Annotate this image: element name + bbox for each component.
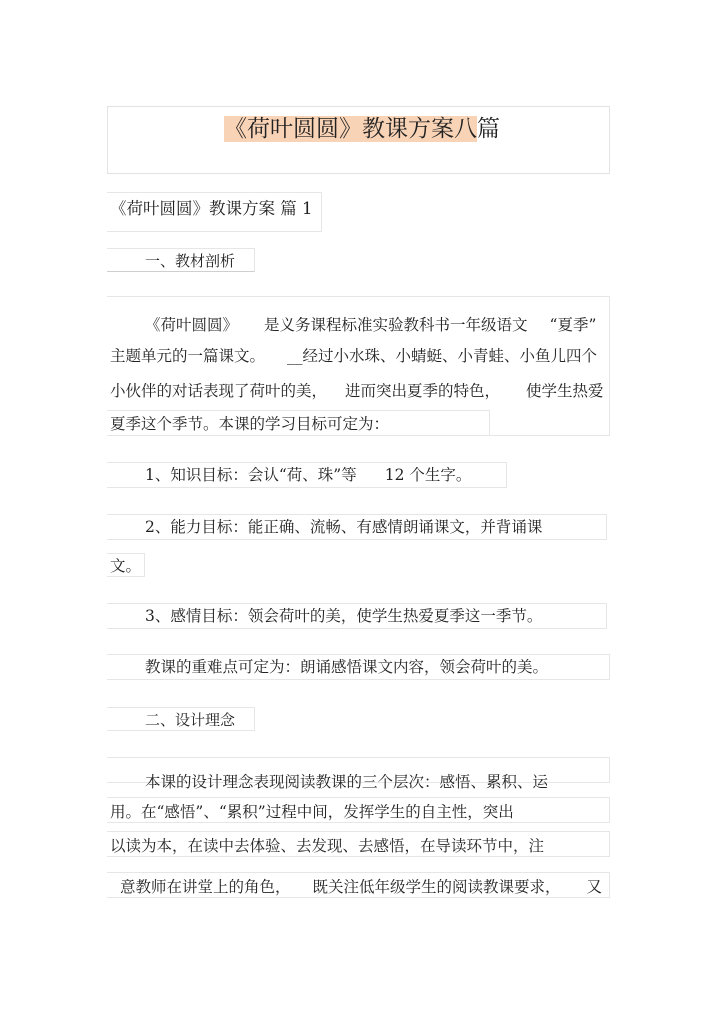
heading-analysis: 一、教材剖析 [145, 252, 236, 270]
para1-line-1 [145, 314, 596, 336]
para2-line-2: 用。在“感悟”、“累积”过程中间，发挥学生的自主性，突出 [110, 803, 514, 821]
para1-book-title: 《荷叶圆圆》 [145, 316, 239, 334]
goal-knowledge [145, 464, 471, 486]
para1-l3-b: 进而突出夏季的特色， [345, 382, 501, 400]
para2-line-3: 以读为本，在读中去体验、去发现、去感悟，在导读环节中，注 [110, 837, 545, 855]
para1-l2-text: 主题单元的一篇课文。 [110, 347, 266, 365]
para2-l4-c: 又 [586, 878, 603, 896]
para2-line-1: 本课的设计理念表现阅读教课的三个层次：感悟、累积、运 [145, 773, 549, 791]
para1-l1-text: 是义务课程标准实验教科书一年级语文 [264, 316, 528, 334]
para2-l4-a: 意教师在讲堂上的角色， [120, 878, 291, 896]
goal-1-text: 1、知识目标：会认“荷、珠”等 [145, 466, 357, 484]
para2-l4-b: 既关注低年级学生的阅读教课要求， [312, 878, 561, 896]
goal-emotion: 3、感情目标：领会荷叶的美，使学生热爱夏季这一季节。 [145, 607, 543, 625]
section-heading: 《荷叶圆圆》教课方案 篇 1 [110, 199, 313, 218]
para1-line-4: 夏季这个季节。本课的学习目标可定为： [110, 415, 390, 433]
goal-ability-line-2: 文。 [110, 557, 142, 575]
title-highlight: 《荷叶圆圆》教课方案八 [224, 116, 477, 142]
heading-design: 二、设计理念 [145, 711, 236, 729]
para1-l3-a: 小伙伴的对话表现了荷叶的美， [110, 382, 328, 400]
goal-ability-line-1: 2、能力目标：能正确、流畅、有感情朗诵课文，并背诵课 [145, 518, 543, 536]
document-title [224, 111, 500, 147]
para1-l3-c: 使学生热爱 [526, 382, 604, 400]
para1-line-2 [110, 345, 597, 367]
para2-line-4 [120, 876, 602, 898]
goal-1-count: 12 个生字。 [384, 466, 472, 484]
para1-l2-blank: __ [287, 347, 303, 365]
para1-line-3 [110, 380, 604, 402]
para1-line-4-frame [107, 410, 490, 436]
para1-l1-quote: “夏季” [549, 316, 597, 334]
para1-l2-rest: 经过小水珠、小蜻蜓、小青蛙、小鱼儿四个 [302, 347, 598, 365]
key-points: 教课的重难点可定为：朗诵感悟课文内容，领会荷叶的美。 [145, 658, 549, 676]
title-rest: 篇 [477, 116, 500, 142]
